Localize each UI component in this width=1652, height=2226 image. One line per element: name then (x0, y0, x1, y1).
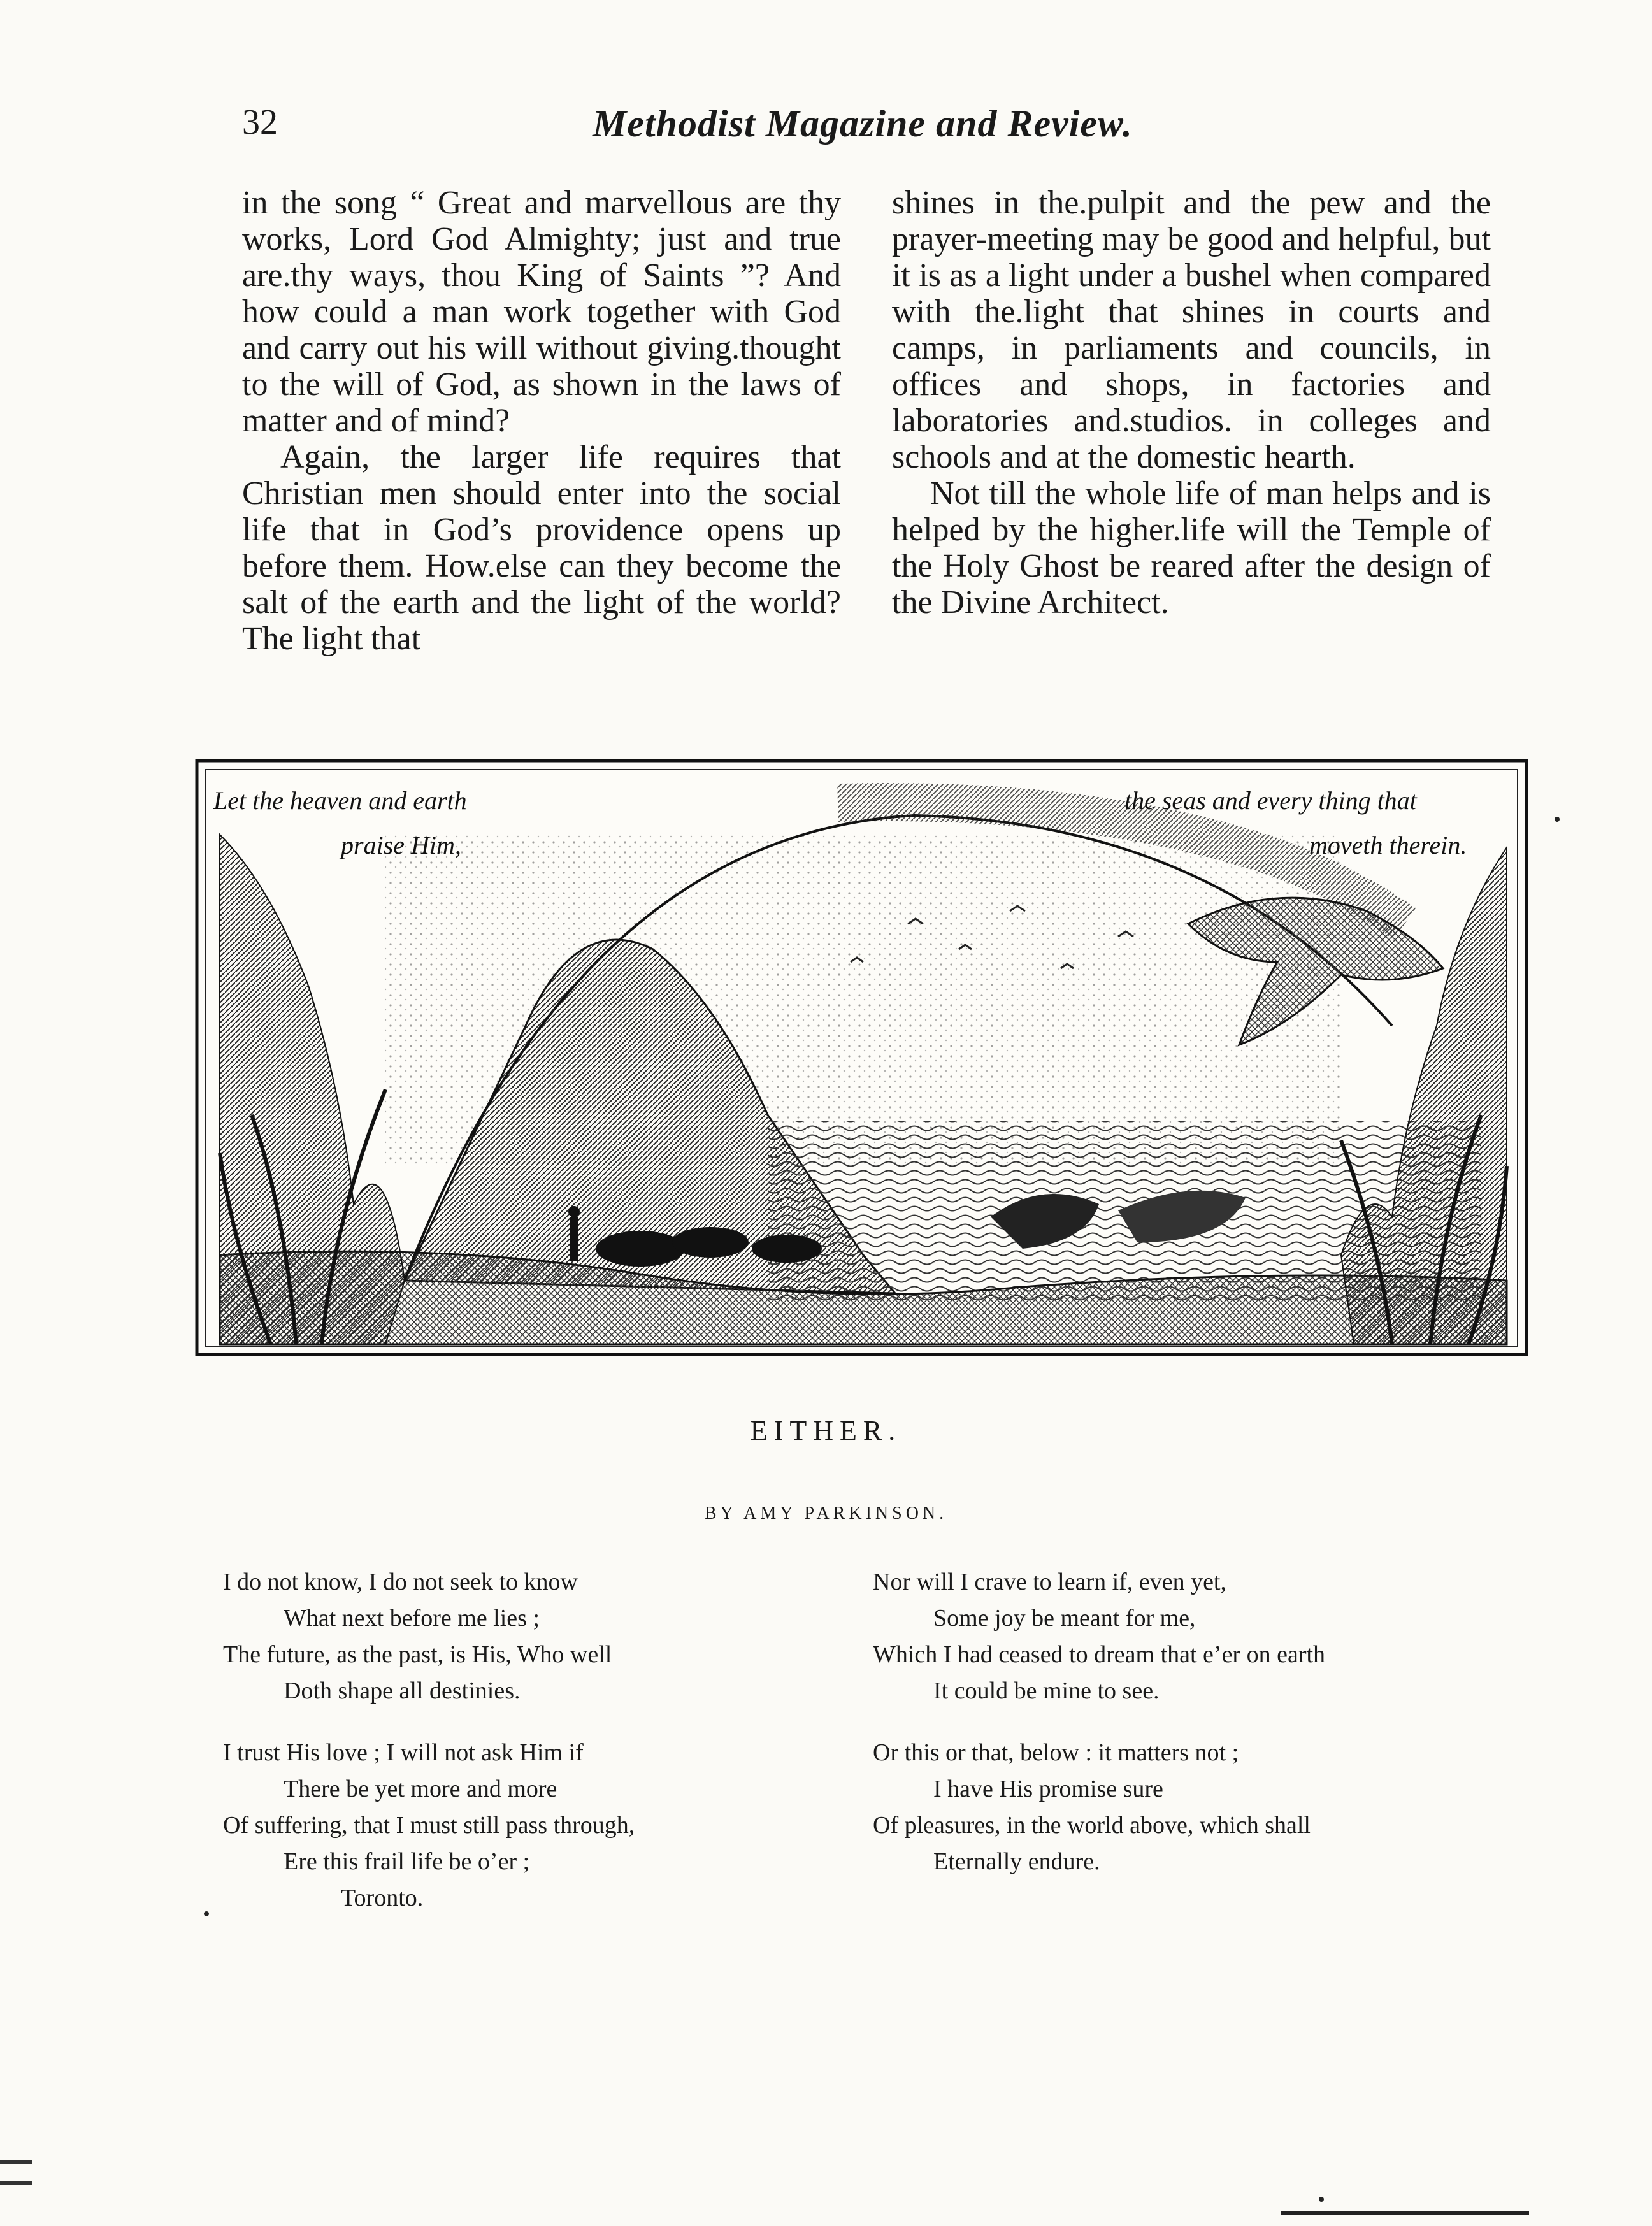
poem-line: Doth shape all destinies. (284, 1677, 521, 1704)
illustration-caption-right-2: moveth therein. (1309, 831, 1467, 859)
poem-byline: BY AMY PARKINSON. (704, 1504, 948, 1523)
illustration-caption-left-2: praise Him, (341, 831, 461, 859)
article-right-column (892, 185, 1491, 657)
margin-mark (0, 2160, 32, 2185)
poem-title: EITHER. (750, 1415, 902, 1446)
bottom-rule (1281, 2211, 1529, 2215)
print-speck (204, 1911, 209, 1916)
poem-line: Of pleasures, in the world above, which shall (873, 1812, 1311, 1839)
print-speck (1555, 817, 1560, 822)
print-speck (1319, 2197, 1324, 2202)
page-number: 32 (242, 103, 278, 142)
poem-line: I have His promise sure (933, 1776, 1163, 1802)
poem-stanza (223, 1735, 847, 1916)
article-columns (242, 185, 1491, 657)
poem-line: I do not know, I do not seek to know (223, 1569, 578, 1595)
article-paragraph: Again, the larger life requires that Christian men should enter into the social life that in God’s providence opens up before them. How.else can they become the salt of the earth and the light of the world? The light that (242, 439, 841, 657)
poem-line: The future, as the past, is His, Who well (223, 1641, 612, 1668)
poem-line: It could be mine to see. (933, 1677, 1160, 1704)
poem-line: Nor will I crave to learn if, even yet, (873, 1569, 1226, 1595)
article-paragraph: in the song “ Great and marvellous are thy works, Lord God Almighty; just and true are.thy ways, thou King of Saints ”? And how could a man work together with God and carry out his will without giving.thought to the will of God, as shown in the laws of matter and of mind? (242, 185, 841, 439)
poem-stanza (873, 1735, 1497, 1880)
poem-line: Ere this frail life be o’er ; (284, 1848, 530, 1875)
illustration-caption-right: the seas and every thing that (1124, 786, 1417, 815)
poem-right-column (873, 1564, 1497, 1942)
landscape-engraving (194, 758, 1529, 1357)
illustration-caption-left: Let the heaven and earth (213, 786, 467, 815)
poem-left-column (223, 1564, 847, 1942)
poem-line: What next before me lies ; (284, 1605, 540, 1632)
poem-stanza (873, 1564, 1497, 1709)
article-paragraph: shines in the.pulpit and the pew and the prayer-meeting may be good and helpful, but it is as a light under a bushel when compared with the.light that shines in courts and camps, in parliaments and councils, in offices and shops, in factories and laboratories and.studios. in colleges and schools and at the domestic hearth. (892, 185, 1491, 475)
poem-place: Toronto. (341, 1885, 424, 1911)
poem-line: Of suffering, that I must still pass through, (223, 1812, 635, 1839)
poem-line: Some joy be meant for me, (933, 1605, 1196, 1632)
article-left-column (242, 185, 841, 657)
running-title: Methodist Magazine and Review. (593, 103, 1133, 145)
poem-line: I trust His love ; I will not ask Him if (223, 1739, 584, 1766)
engraving-illustration (194, 758, 1529, 1357)
poem-line: There be yet more and more (284, 1776, 557, 1802)
poem-body (223, 1564, 1497, 1942)
article-paragraph: Not till the whole life of man helps and is helped by the higher.life will the Temple of the Holy Ghost be reared after the design of the Divine Architect. (892, 475, 1491, 621)
poem-line: Which I had ceased to dream that e’er on earth (873, 1641, 1326, 1668)
poem-line: Or this or that, below : it matters not ; (873, 1739, 1239, 1766)
poem-line: Eternally endure. (933, 1848, 1100, 1875)
poem-stanza (223, 1564, 847, 1709)
